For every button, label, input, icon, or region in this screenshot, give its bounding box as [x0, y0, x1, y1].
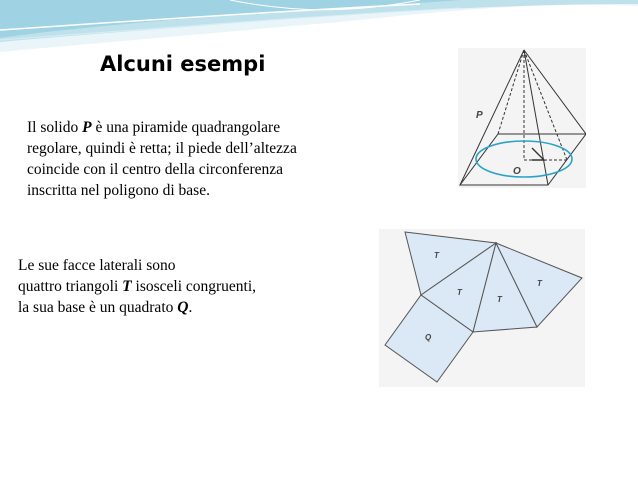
label-t3: T: [497, 295, 502, 304]
pyramid-figure: [458, 48, 586, 188]
label-t4: T: [537, 279, 542, 288]
slide-title: Alcuni esempi: [100, 52, 266, 76]
label-q: Q: [425, 333, 432, 342]
symbol-t: T: [122, 278, 132, 295]
paragraph2-line3: [18, 297, 378, 318]
paragraph1-line2: regolare, quindi è retta; il piede dell’altezza: [27, 140, 297, 157]
label-p: P: [476, 110, 483, 121]
text-segment: la sua base è un quadrato: [18, 299, 178, 316]
paragraph1-line4: inscritta nel poligono di base.: [27, 182, 210, 199]
text-segment: Il solido: [27, 119, 83, 136]
text-segment: è una piramide quadrangolare: [91, 119, 281, 136]
pyramid-net-figure: [379, 229, 585, 387]
text-segment: isosceli congruenti,: [131, 278, 257, 295]
label-t2: T: [457, 288, 462, 297]
label-t1: T: [434, 251, 439, 260]
paragraph2-line2: [18, 276, 378, 297]
paragraph1-line1: [27, 117, 417, 138]
paragraph1-line3: coincide con il centro della circonferenza: [27, 161, 284, 178]
symbol-p: P: [82, 119, 92, 136]
symbol-q: Q: [177, 299, 189, 316]
paragraph-faces-description: [18, 255, 378, 318]
paragraph-pyramid-description: [27, 117, 417, 201]
text-segment: quattro triangoli: [18, 278, 123, 295]
paragraph2-line1: Le sue facce laterali sono: [18, 257, 176, 274]
text-segment: .: [188, 299, 193, 316]
label-o: O: [513, 166, 521, 177]
